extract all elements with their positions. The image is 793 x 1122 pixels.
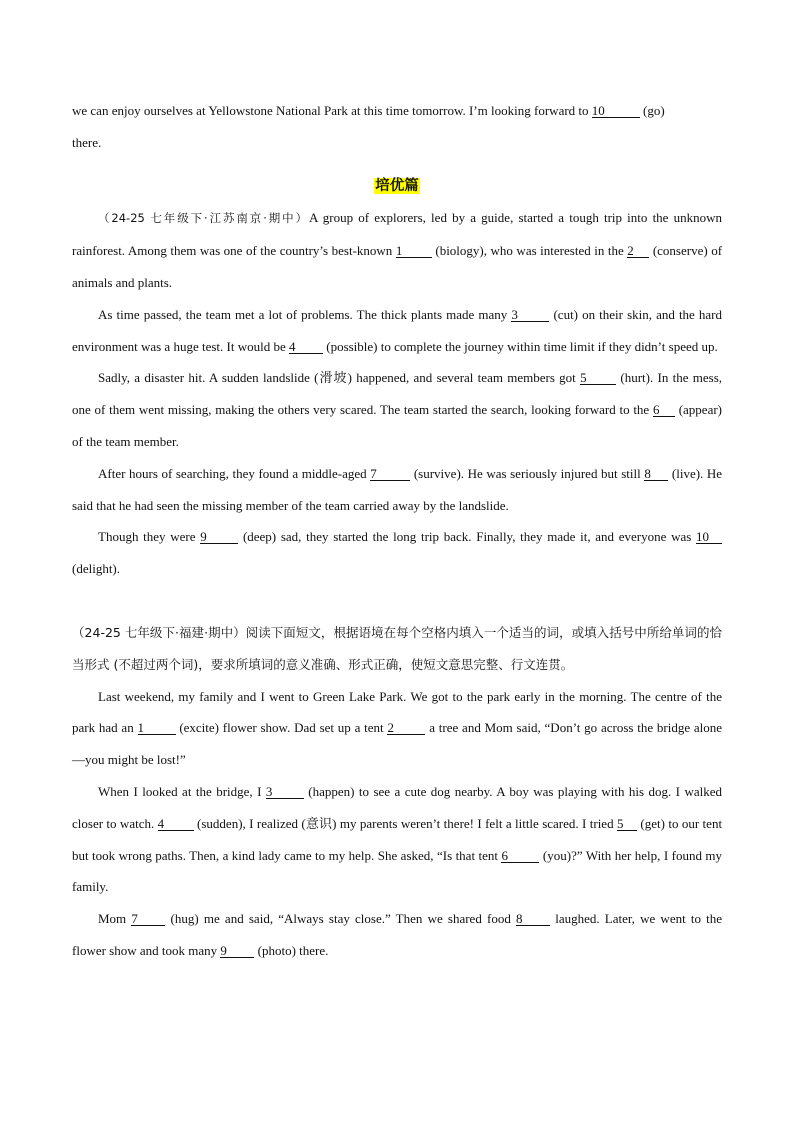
blank-p2-6[interactable]: 6 [501,849,539,863]
intro-hint: (go) [643,103,665,118]
blank-4[interactable]: 4 [289,340,323,354]
text: a tree and Mom said, “Don’t go across the bridge alone—you might be lost!” [72,720,723,768]
blank-8[interactable]: 8 [644,467,668,481]
passage1-paragraph-3 [72,362,722,457]
text: Though they were [98,529,196,545]
blank-p2-1[interactable]: 1 [138,721,176,735]
passage1-paragraph-2 [72,299,722,363]
blank-p2-4[interactable]: 4 [158,817,194,831]
text: (hug) me and said, “Always stay close.” Then we shared food [170,911,511,927]
intro-text: we can enjoy ourselves at Yellowstone National Park at this time tomorrow. I’m looking forward to [72,103,589,118]
text: (excite) flower show. Dad set up a tent [179,720,384,736]
section-title [72,171,722,203]
blank-1[interactable]: 1 [396,244,432,258]
text: (biology), who was interested in the [435,243,624,259]
blank-p2-8[interactable]: 8 [516,912,550,926]
passage2-paragraph-2 [72,776,722,903]
text: (conserve) of animals and plants. [72,243,723,290]
blank-2[interactable]: 2 [627,244,649,258]
document-page [72,95,722,967]
blank-p2-9[interactable]: 9 [220,944,254,958]
blank-p2-2[interactable]: 2 [387,721,425,735]
blank-5[interactable]: 5 [580,371,616,385]
intro-paragraph [72,95,722,159]
text: (happen) to see a cute dog nearby. A boy was playing with his dog. I walked closer to watch. [72,783,722,831]
text: After hours of searching, they found a middle-aged [98,465,367,481]
passage2-instructions: （24-25 七年级下·福建·期中）阅读下面短文，根据语境在每个空格内填入一个适当的词，或填入括号中所给单词的恰当形式 (不超过两个词)，要求所填词的意义准确、形式正确，使短文意思完整、行文连贯。 [72,624,722,672]
blank-p2-5[interactable]: 5 [617,817,637,831]
text: When I looked at the bridge, I [98,783,262,799]
text: A group of explorers, led by a guide, started a tough trip into the unknown rainforest. Among them was one of the country’s best-known [72,210,722,259]
text: (survive). He was seriously injured but still [413,465,641,481]
blank-p2-7[interactable]: 7 [131,912,165,926]
text: Sadly, a disaster hit. A sudden landslide (滑坡) happened, and several team members got [98,370,576,386]
passage1-paragraph-5 [72,521,722,585]
text: (get) to our tent but took wrong paths. Then, a kind lady came to my help. She asked, “Is that tent [72,815,723,863]
section-title-highlight: 培优篇 [375,177,419,194]
text: (hurt). In the mess, one of them went missing, making the others very scared. The team started the search, looking forward to the [72,370,723,418]
passage2-paragraph-1 [72,681,722,776]
text: (deep) sad, they started the long trip back. Finally, they made it, and everyone was [242,529,692,545]
blank-6[interactable]: 6 [653,403,675,417]
text: (sudden), I realized (意识) my parents weren’t there! I felt a little scared. I tried [197,815,614,831]
text: (cut) on their skin, and the hard environment was a huge test. It would be [72,306,723,354]
text: laughed. Later, we went to the flower show and took many [72,911,723,958]
passage1-paragraph-4 [72,458,722,522]
blank-7[interactable]: 7 [370,467,410,481]
text: (photo) there. [257,942,329,958]
text: (appear) of the team member. [72,402,723,449]
text: (delight). [72,561,121,577]
passage1-source: （24-25 七年级下·江苏南京·期中） [98,211,309,226]
blank-3[interactable]: 3 [511,308,549,322]
text: Last weekend, my family and I went to Green Lake Park. We got to the park early in the morning. The centre of the park had an [72,688,722,736]
passage1-paragraph-1 [72,202,722,298]
blank-p2-3[interactable]: 3 [266,785,304,799]
text: As time passed, the team met a lot of problems. The thick plants made many [98,306,508,322]
text: (live). He said that he had seen the missing member of the team carried away by the landslide. [72,465,723,513]
blank-9[interactable]: 9 [200,530,238,544]
intro-text-2: there. [72,134,102,150]
blank-10[interactable]: 10 [592,104,640,118]
spacer [72,585,722,617]
text: (you)?” With her help, I found my family. [72,847,723,895]
text: (possible) to complete the journey within time limit if they didn’t speed up. [326,338,718,354]
text: Mom [98,911,127,927]
passage2-paragraph-3 [72,903,722,967]
blank-10b[interactable]: 10 [696,530,722,544]
